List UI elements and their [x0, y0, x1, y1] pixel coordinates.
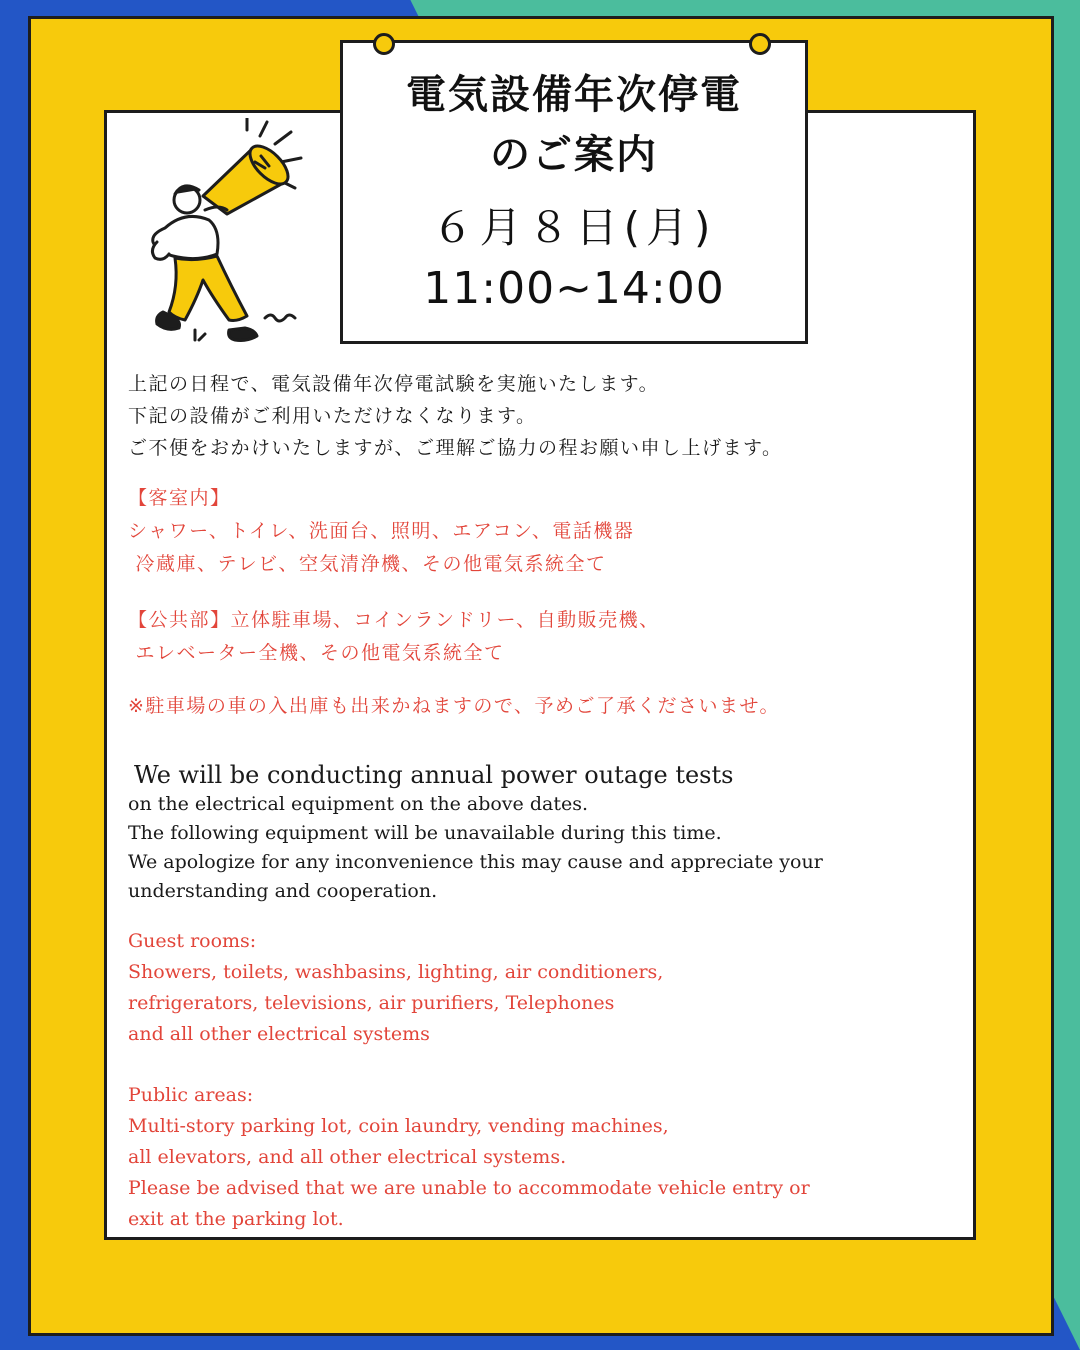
title-line-1: 電気設備年次停電 — [406, 72, 742, 118]
en-public-line: exit at the parking lot. — [128, 1208, 344, 1230]
title-card — [340, 40, 808, 344]
en-public-line: Please be advised that we are unable to accommodate vehicle entry or — [128, 1177, 810, 1199]
jp-intro-line: 下記の設備がご利用いただけなくなります。 — [128, 405, 537, 427]
en-guest-line: Showers, toilets, washbasins, lighting, air conditioners, — [128, 961, 664, 983]
en-intro-line: The following equipment will be unavailable during this time. — [128, 822, 722, 844]
en-public-section — [128, 1080, 968, 1235]
en-guest-section — [128, 926, 968, 1050]
en-intro — [128, 760, 968, 906]
en-intro-line: understanding and cooperation. — [128, 880, 438, 902]
outage-date: ６月８日(月) — [431, 203, 717, 252]
en-guest-heading: Guest rooms: — [128, 930, 257, 952]
pin-right-icon — [749, 33, 771, 55]
jp-guest-heading: 【客室内】 — [128, 487, 231, 509]
en-guest-line: and all other electrical systems — [128, 1023, 430, 1045]
jp-parking-note: ※駐車場の車の入出庫も出来かねますので、予めご了承くださいませ。 — [128, 695, 780, 717]
jp-guest-line: シャワー、トイレ、洗面台、照明、エアコン、電話機器 — [128, 520, 635, 542]
jp-intro-line: ご不便をおかけいたしますが、ご理解ご協力の程お願い申し上げます。 — [128, 437, 783, 459]
en-intro-line: on the electrical equipment on the above dates. — [128, 793, 588, 815]
jp-guest-section — [128, 482, 968, 581]
en-public-heading: Public areas: — [128, 1084, 254, 1106]
en-guest-line: refrigerators, televisions, air purifiers, Telephones — [128, 992, 615, 1014]
jp-public-heading: 【公共部】 — [128, 609, 231, 631]
jp-public-line: エレベーター全機、その他電気系統全て — [128, 642, 505, 664]
jp-public-section — [128, 604, 968, 670]
megaphone-person-icon — [135, 118, 325, 353]
jp-guest-line: 冷蔵庫、テレビ、空気清浄機、その他電気系統全て — [128, 553, 607, 575]
jp-intro — [128, 368, 968, 464]
title-line-2: のご案内 — [490, 132, 658, 178]
en-intro-line: We apologize for any inconvenience this may cause and appreciate your — [128, 851, 823, 873]
outage-time: 11:00~14:00 — [423, 262, 725, 314]
en-public-line: Multi-story parking lot, coin laundry, vending machines, — [128, 1115, 669, 1137]
jp-intro-line: 上記の日程で、電気設備年次停電試験を実施いたします。 — [128, 373, 660, 395]
jp-public-line: 立体駐車場、コインランドリー、自動販売機、 — [230, 609, 660, 631]
pin-left-icon — [373, 33, 395, 55]
en-intro-lead: We will be conducting annual power outage tests — [134, 761, 734, 789]
en-public-line: all elevators, and all other electrical systems. — [128, 1146, 567, 1168]
